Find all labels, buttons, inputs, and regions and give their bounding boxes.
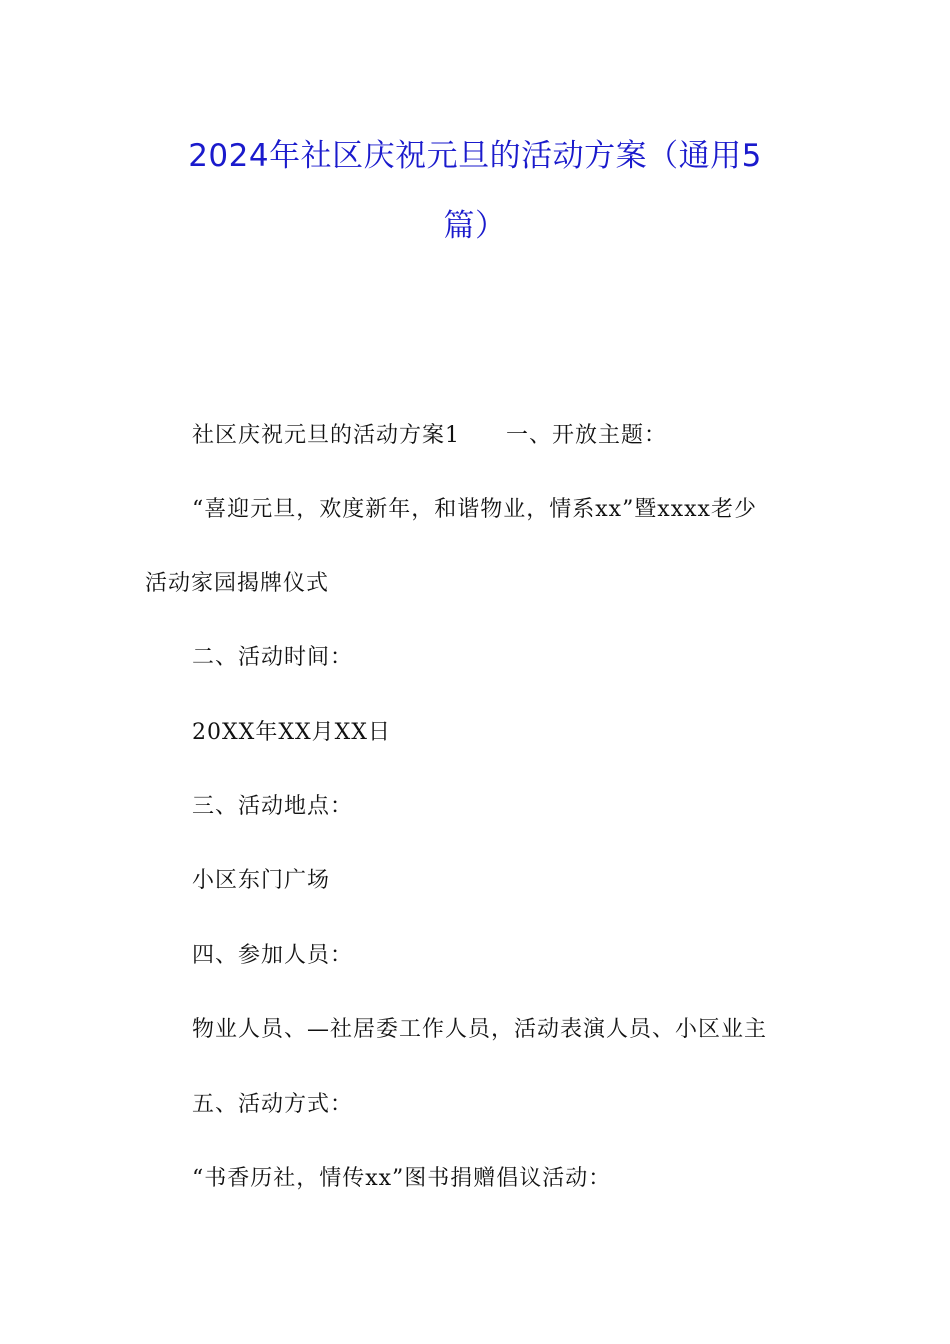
people-value: 物业人员、—社居委工作人员，活动表演人员、小区业主: [192, 1017, 768, 1042]
time-value: 20XX年XX月XX日: [192, 720, 391, 745]
section-heading-row: [192, 421, 667, 451]
method-heading: 五、活动方式：: [192, 1092, 354, 1117]
document-title-line-1: 2024年社区庆祝元旦的活动方案（通用5: [188, 138, 762, 174]
theme-heading: 一、开放主题：: [506, 423, 668, 448]
theme-line-1: “喜迎元旦，欢度新年，和谐物业，情系xx”暨xxxx老少: [192, 497, 757, 522]
people-heading: 四、参加人员：: [192, 943, 354, 968]
section-heading: 社区庆祝元旦的活动方案1: [192, 423, 460, 448]
time-heading: 二、活动时间：: [192, 645, 354, 670]
place-heading: 三、活动地点：: [192, 794, 354, 819]
document-title-line-2: 篇）: [443, 208, 507, 244]
theme-line-2: 活动家园揭牌仪式: [145, 571, 330, 596]
place-value: 小区东门广场: [192, 868, 331, 893]
method-value: “书香历社，情传xx”图书捐赠倡议活动：: [192, 1166, 612, 1191]
